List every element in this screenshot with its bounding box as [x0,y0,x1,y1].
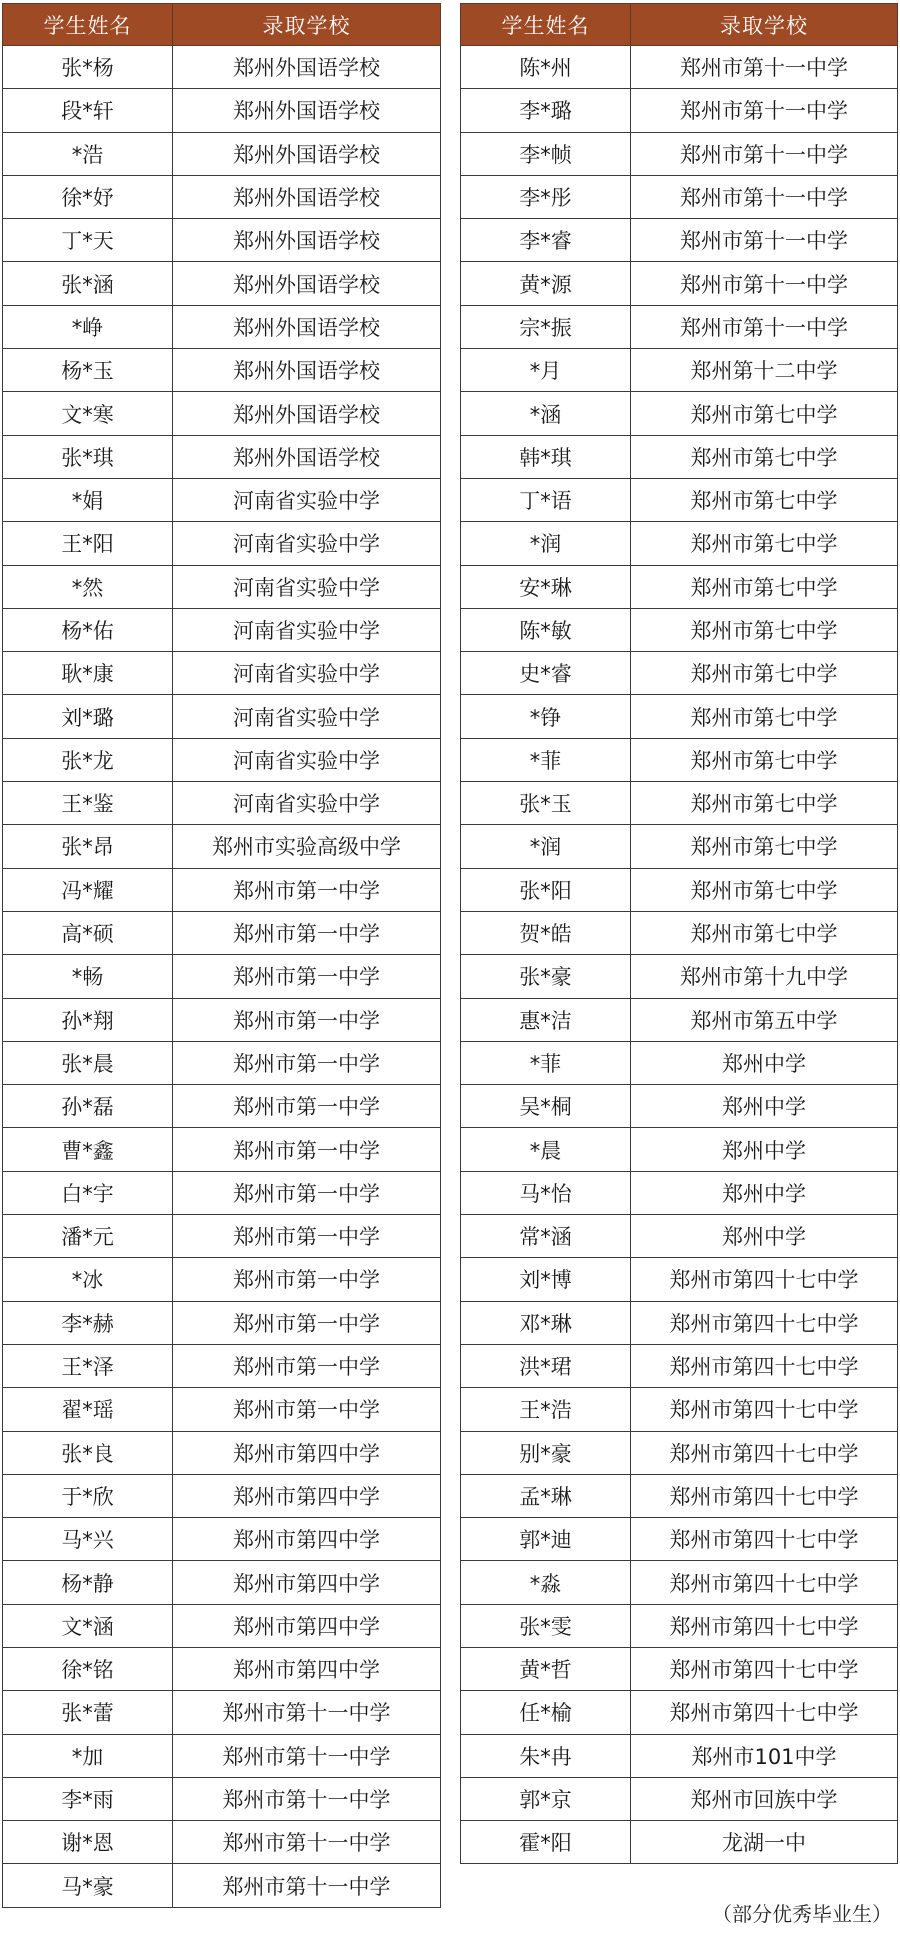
student-name-cell: 马*豪 [3,1864,173,1907]
school-cell: 郑州市第一中学 [173,1041,441,1084]
footnote: （部分优秀毕业生） [712,1902,892,1926]
school-cell: 郑州市第七中学 [631,911,898,954]
school-cell: 河南省实验中学 [173,738,441,781]
student-name-cell: *冰 [3,1258,173,1301]
table-row [3,305,441,348]
column-header-school: 录取学校 [173,4,441,46]
student-name-cell: 王*鉴 [3,782,173,825]
student-name-cell: 马*怡 [461,1171,631,1214]
table-row [461,1561,898,1604]
table-row [461,1431,898,1474]
student-name-cell: 李*帧 [461,132,631,175]
school-cell: 郑州外国语学校 [173,132,441,175]
school-cell: 郑州市第七中学 [631,392,898,435]
student-name-cell: 张*良 [3,1431,173,1474]
student-name-cell: 张*涵 [3,262,173,305]
school-cell: 郑州市第一中学 [173,1344,441,1387]
school-cell: 郑州市第一中学 [173,955,441,998]
school-cell: 郑州中学 [631,1085,898,1128]
student-name-cell: *加 [3,1734,173,1777]
table-row [461,262,898,305]
school-cell: 郑州市第七中学 [631,695,898,738]
school-cell: 郑州市第四十七中学 [631,1431,898,1474]
table-row [461,1301,898,1344]
student-name-cell: 吴*桐 [461,1085,631,1128]
student-name-cell: 高*硕 [3,911,173,954]
table-row [461,1258,898,1301]
school-cell: 郑州市第一中学 [173,1215,441,1258]
school-cell: 郑州中学 [631,1171,898,1214]
table-row [3,392,441,435]
school-cell: 郑州中学 [631,1215,898,1258]
student-name-cell: 张*玉 [461,782,631,825]
school-cell: 郑州市第一中学 [173,998,441,1041]
school-cell: 郑州第十二中学 [631,349,898,392]
table-row [3,608,441,651]
student-name-cell: 孙*磊 [3,1085,173,1128]
student-name-cell: 李*彤 [461,175,631,218]
table-row [461,1518,898,1561]
student-name-cell: 黄*源 [461,262,631,305]
table-row [461,478,898,521]
column-header-student-name: 学生姓名 [461,4,631,46]
table-row [461,608,898,651]
table-row [3,219,441,262]
student-name-cell: *月 [461,349,631,392]
school-cell: 郑州市第一中学 [173,1128,441,1171]
school-cell: 河南省实验中学 [173,608,441,651]
column-header-student-name: 学生姓名 [3,4,173,46]
table-row [461,435,898,478]
table-row [3,1258,441,1301]
school-cell: 郑州市第一中学 [173,1388,441,1431]
admissions-table-left [2,3,441,1908]
school-cell: 郑州市第十一中学 [631,305,898,348]
table-row [3,652,441,695]
student-name-cell: 李*璐 [461,89,631,132]
student-name-cell: 潘*元 [3,1215,173,1258]
table-row [461,89,898,132]
table-row [461,175,898,218]
table-row [461,1041,898,1084]
student-name-cell: 史*睿 [461,652,631,695]
school-cell: 郑州市第十一中学 [631,46,898,89]
student-name-cell: 黄*哲 [461,1647,631,1690]
student-name-cell: 邓*琳 [461,1301,631,1344]
student-name-cell: 文*寒 [3,392,173,435]
school-cell: 龙湖一中 [631,1821,898,1864]
table-row [3,349,441,392]
student-name-cell: 张*雯 [461,1604,631,1647]
table-row [3,1388,441,1431]
school-cell: 郑州市第十一中学 [173,1734,441,1777]
school-cell: 河南省实验中学 [173,478,441,521]
table-row [461,1171,898,1214]
school-cell: 郑州市第十一中学 [631,262,898,305]
student-name-cell: 李*睿 [461,219,631,262]
table-row [461,998,898,1041]
table-row [3,1301,441,1344]
school-cell: 郑州市第七中学 [631,478,898,521]
table-row [461,1777,898,1820]
student-name-cell: 张*昂 [3,825,173,868]
school-cell: 郑州市第七中学 [631,825,898,868]
student-name-cell: *畅 [3,955,173,998]
table-row [461,652,898,695]
student-name-cell: 耿*康 [3,652,173,695]
student-name-cell: 徐*妤 [3,175,173,218]
student-name-cell: *菲 [461,1041,631,1084]
student-name-cell: 张*晨 [3,1041,173,1084]
school-cell: 郑州市第七中学 [631,608,898,651]
school-cell: 郑州市第七中学 [631,522,898,565]
student-name-cell: 冯*耀 [3,868,173,911]
student-name-cell: 安*琳 [461,565,631,608]
school-cell: 郑州市第七中学 [631,652,898,695]
student-name-cell: 宗*振 [461,305,631,348]
school-cell: 郑州市第四十七中学 [631,1388,898,1431]
table-row [3,1041,441,1084]
school-cell: 郑州外国语学校 [173,435,441,478]
table-row [3,738,441,781]
school-cell: 郑州市第七中学 [631,738,898,781]
school-cell: 郑州市第一中学 [173,868,441,911]
student-name-cell: 王*泽 [3,1344,173,1387]
admissions-table-right [460,3,898,1864]
school-cell: 郑州市第十一中学 [631,132,898,175]
school-cell: 郑州市第四中学 [173,1518,441,1561]
school-cell: 郑州中学 [631,1128,898,1171]
school-cell: 郑州外国语学校 [173,219,441,262]
table-row [461,1215,898,1258]
student-name-cell: *然 [3,565,173,608]
school-cell: 郑州市第七中学 [631,782,898,825]
school-cell: 河南省实验中学 [173,522,441,565]
school-cell: 郑州外国语学校 [173,305,441,348]
student-name-cell: 张*豪 [461,955,631,998]
student-name-cell: 陈*州 [461,46,631,89]
table-row [461,132,898,175]
school-cell: 河南省实验中学 [173,652,441,695]
table-row [3,1691,441,1734]
school-cell: 郑州市实验高级中学 [173,825,441,868]
student-name-cell: *娟 [3,478,173,521]
table-row [3,868,441,911]
student-name-cell: 孟*琳 [461,1474,631,1517]
table-row [3,478,441,521]
student-name-cell: 曹*鑫 [3,1128,173,1171]
table-row [461,219,898,262]
student-name-cell: 张*杨 [3,46,173,89]
table-row [461,911,898,954]
table-row [3,1518,441,1561]
table-row [3,1128,441,1171]
school-cell: 郑州中学 [631,1041,898,1084]
school-cell: 郑州市第五中学 [631,998,898,1041]
student-name-cell: 霍*阳 [461,1821,631,1864]
student-name-cell: 任*榆 [461,1691,631,1734]
table-row [3,1604,441,1647]
student-name-cell: 文*涵 [3,1604,173,1647]
school-cell: 郑州市第一中学 [173,911,441,954]
student-name-cell: 别*豪 [461,1431,631,1474]
school-cell: 郑州市第十一中学 [173,1864,441,1907]
student-name-cell: *润 [461,825,631,868]
table-row [461,1474,898,1517]
table-row [461,305,898,348]
school-cell: 郑州市回族中学 [631,1777,898,1820]
student-name-cell: 杨*玉 [3,349,173,392]
student-name-cell: 朱*冉 [461,1734,631,1777]
student-name-cell: 王*阳 [3,522,173,565]
student-name-cell: 郭*京 [461,1777,631,1820]
column-header-school: 录取学校 [631,4,898,46]
school-cell: 郑州市第四十七中学 [631,1344,898,1387]
student-name-cell: 刘*璐 [3,695,173,738]
table-row [461,782,898,825]
school-cell: 河南省实验中学 [173,695,441,738]
student-name-cell: 张*阳 [461,868,631,911]
table-row [3,1821,441,1864]
school-cell: 郑州市第四中学 [173,1604,441,1647]
school-cell: 郑州市第四十七中学 [631,1647,898,1690]
school-cell: 郑州市第一中学 [173,1301,441,1344]
table-row [3,1561,441,1604]
table-row [461,955,898,998]
school-cell: 郑州市第七中学 [631,868,898,911]
student-name-cell: 谢*恩 [3,1821,173,1864]
table-row [3,435,441,478]
table-row [461,695,898,738]
student-name-cell: 张*琪 [3,435,173,478]
student-name-cell: 段*轩 [3,89,173,132]
table-row [461,1647,898,1690]
table-row [3,1215,441,1258]
school-cell: 郑州市第一中学 [173,1171,441,1214]
table-row [461,1344,898,1387]
table-row [461,868,898,911]
student-name-cell: 于*欣 [3,1474,173,1517]
school-cell: 郑州外国语学校 [173,89,441,132]
school-cell: 郑州外国语学校 [173,349,441,392]
student-name-cell: 张*龙 [3,738,173,781]
student-name-cell: 丁*天 [3,219,173,262]
school-cell: 郑州市第十一中学 [173,1777,441,1820]
school-cell: 郑州市101中学 [631,1734,898,1777]
student-name-cell: 郭*迪 [461,1518,631,1561]
student-name-cell: 白*宇 [3,1171,173,1214]
table-row [461,565,898,608]
student-name-cell: 韩*琪 [461,435,631,478]
table-row [3,1085,441,1128]
table-row [461,1388,898,1431]
school-cell: 郑州市第四十七中学 [631,1691,898,1734]
school-cell: 郑州市第四十七中学 [631,1604,898,1647]
table-row [3,132,441,175]
student-name-cell: *浩 [3,132,173,175]
table-body-left [3,46,441,1908]
school-cell: 河南省实验中学 [173,565,441,608]
table-row [461,1085,898,1128]
table-row [461,825,898,868]
table-row [461,1128,898,1171]
school-cell: 郑州市第十一中学 [173,1821,441,1864]
student-name-cell: *淼 [461,1561,631,1604]
school-cell: 郑州市第十一中学 [173,1691,441,1734]
table-row [3,1647,441,1690]
student-name-cell: 贺*皓 [461,911,631,954]
table-body-right [461,46,898,1864]
student-name-cell: 王*浩 [461,1388,631,1431]
school-cell: 郑州市第十一中学 [631,175,898,218]
table-row [3,1171,441,1214]
school-cell: 郑州市第十一中学 [631,89,898,132]
student-name-cell: *润 [461,522,631,565]
table-row [461,1734,898,1777]
table-row [461,1604,898,1647]
student-name-cell: 丁*语 [461,478,631,521]
table-row [461,738,898,781]
school-cell: 郑州外国语学校 [173,175,441,218]
student-name-cell: 陈*敏 [461,608,631,651]
school-cell: 郑州市第四十七中学 [631,1258,898,1301]
student-name-cell: 洪*珺 [461,1344,631,1387]
student-name-cell: 刘*博 [461,1258,631,1301]
student-name-cell: *晨 [461,1128,631,1171]
student-name-cell: 徐*铭 [3,1647,173,1690]
school-cell: 郑州市第四中学 [173,1647,441,1690]
student-name-cell: 马*兴 [3,1518,173,1561]
school-cell: 郑州市第四中学 [173,1431,441,1474]
student-name-cell: *峥 [3,305,173,348]
table-row [3,998,441,1041]
school-cell: 郑州市第七中学 [631,565,898,608]
table-row [3,955,441,998]
table-row [461,392,898,435]
table-row [3,1474,441,1517]
student-name-cell: *涵 [461,392,631,435]
table-row [3,695,441,738]
student-name-cell: 杨*静 [3,1561,173,1604]
table-row [3,565,441,608]
student-name-cell: 李*雨 [3,1777,173,1820]
table-row [461,1691,898,1734]
table-row [3,262,441,305]
school-cell: 郑州市第四十七中学 [631,1301,898,1344]
student-name-cell: 孙*翔 [3,998,173,1041]
table-row [3,1864,441,1907]
school-cell: 河南省实验中学 [173,782,441,825]
table-row [3,782,441,825]
table-row [461,46,898,89]
school-cell: 郑州市第四十七中学 [631,1518,898,1561]
student-name-cell: 惠*洁 [461,998,631,1041]
student-name-cell: *铮 [461,695,631,738]
header-row [461,4,898,46]
table-row [461,522,898,565]
table-row [3,911,441,954]
student-name-cell: 常*涵 [461,1215,631,1258]
school-cell: 郑州市第四中学 [173,1474,441,1517]
school-cell: 郑州市第四十七中学 [631,1561,898,1604]
table-row [3,1777,441,1820]
student-name-cell: 翟*瑶 [3,1388,173,1431]
school-cell: 郑州市第一中学 [173,1085,441,1128]
school-cell: 郑州市第四中学 [173,1561,441,1604]
table-row [3,46,441,89]
table-row [3,175,441,218]
table-row [3,522,441,565]
header-row [3,4,441,46]
student-name-cell: 张*蕾 [3,1691,173,1734]
table-row [461,349,898,392]
school-cell: 郑州市第四十七中学 [631,1474,898,1517]
table-row [3,89,441,132]
school-cell: 郑州市第十九中学 [631,955,898,998]
table-row [3,1431,441,1474]
student-name-cell: 杨*佑 [3,608,173,651]
school-cell: 郑州外国语学校 [173,392,441,435]
school-cell: 郑州市第一中学 [173,1258,441,1301]
school-cell: 郑州市第七中学 [631,435,898,478]
school-cell: 郑州外国语学校 [173,262,441,305]
school-cell: 郑州市第十一中学 [631,219,898,262]
table-row [3,825,441,868]
school-cell: 郑州外国语学校 [173,46,441,89]
table-row [461,1821,898,1864]
table-row [3,1734,441,1777]
table-row [3,1344,441,1387]
student-name-cell: 李*赫 [3,1301,173,1344]
student-name-cell: *菲 [461,738,631,781]
